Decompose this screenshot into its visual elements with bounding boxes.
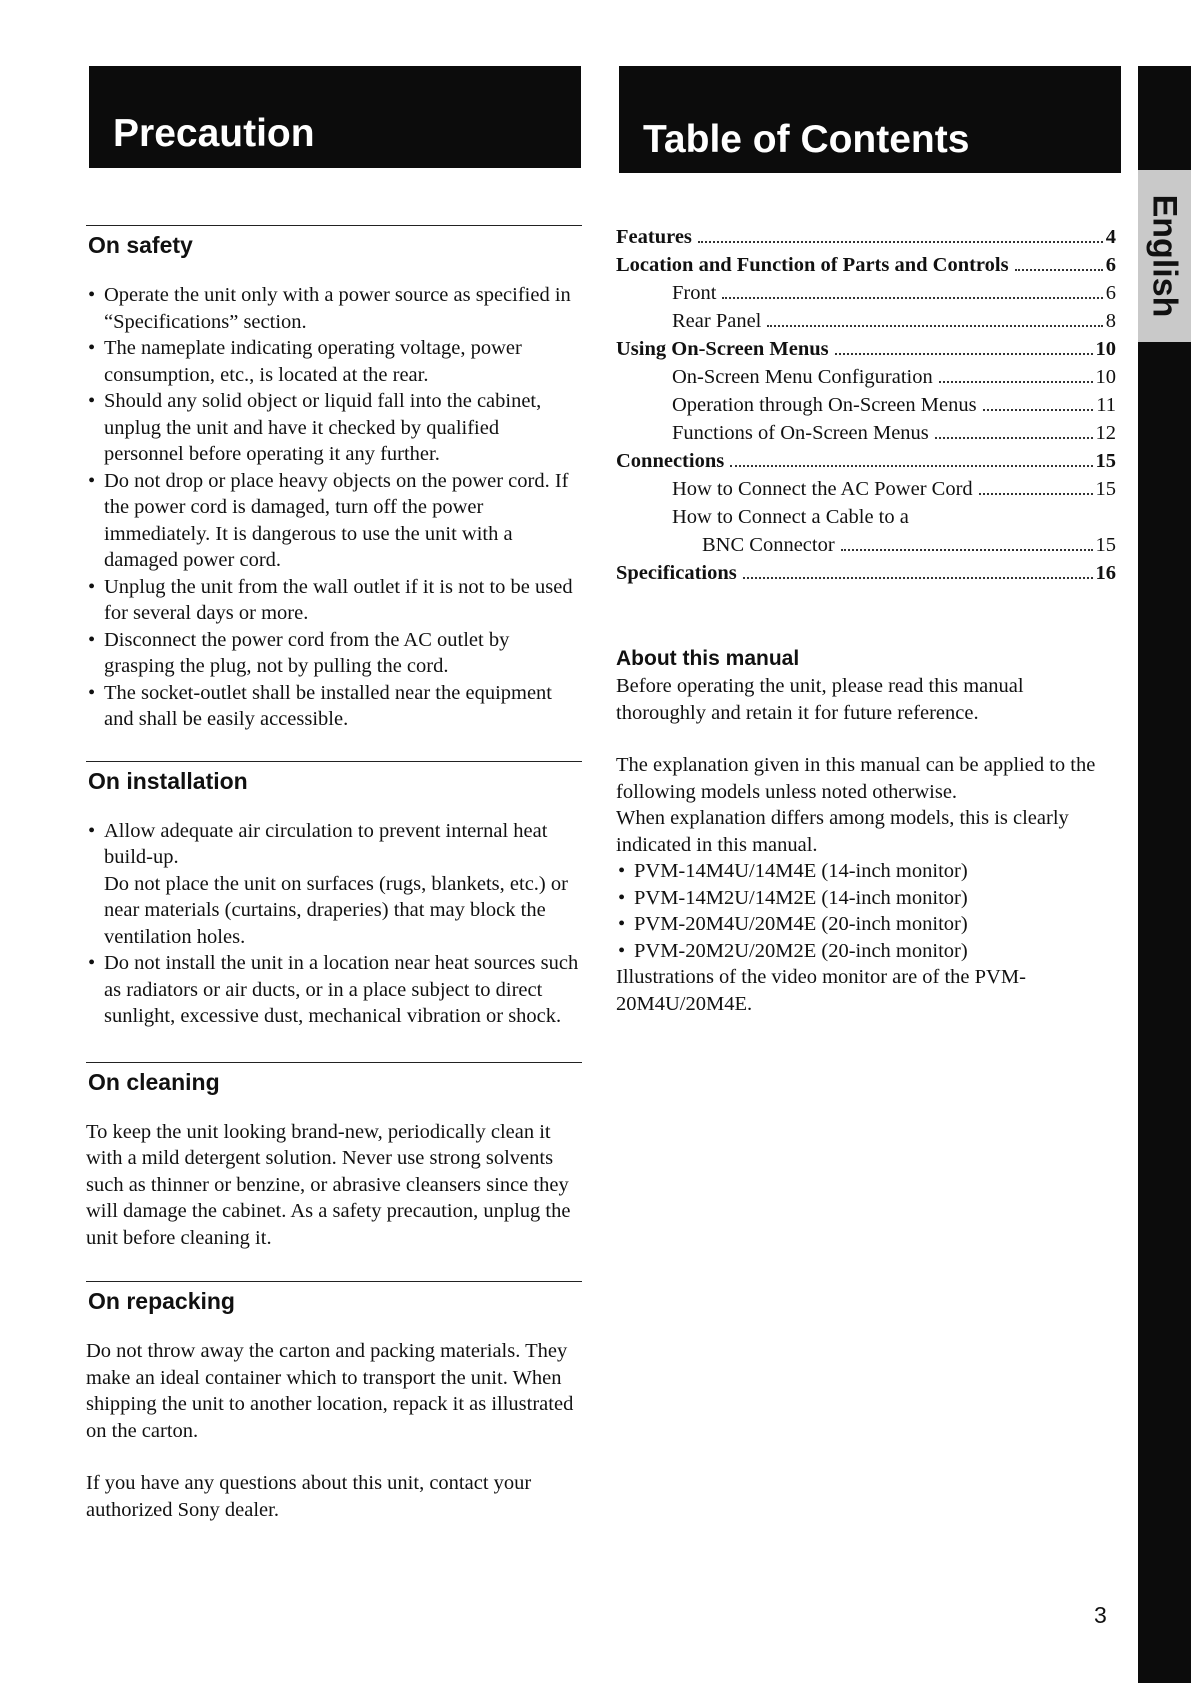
list-item: • The nameplate indicating operating voltage, power consumption, etc., is located at the rear. [86, 335, 582, 388]
about-text: Before operating the unit, please read this manual thoroughly and retain it for future reference. [616, 675, 1024, 724]
toc-entry-page: 10 [1095, 338, 1116, 360]
toc-entry-title: Functions of On-Screen Menus [672, 422, 929, 444]
list-item: • Disconnect the power cord from the AC outlet by grasping the plug, not by pulling the cord. [86, 627, 582, 680]
precaution-banner [89, 66, 581, 168]
toc-entry-page: 8 [1105, 310, 1116, 332]
list-item: • The socket-outlet shall be installed near the equipment and shall be easily accessible. [86, 680, 582, 733]
about-manual-heading: About this manual [616, 647, 800, 670]
toc-entry-title: How to Connect a Cable to a [672, 506, 909, 528]
list-item: • Unplug the unit from the wall outlet if it is not to be used for several days or more. [86, 574, 582, 627]
toc-entry-operation[interactable] [616, 391, 1116, 419]
installation-item-text: Do not place the unit on surfaces (rugs, blankets, etc.) or near materials (curtains, draperies) that may block the ventilation holes. [104, 872, 568, 948]
language-label: English [1145, 194, 1184, 318]
toc-entry-title: Rear Panel [672, 310, 762, 332]
toc-entry-title: BNC Connector [702, 534, 835, 556]
toc-entry-title: Connections [616, 450, 725, 472]
on-safety-section [86, 225, 582, 733]
toc-entry-menus[interactable] [616, 335, 1116, 363]
toc-banner [619, 66, 1121, 173]
toc-entry-page: 10 [1095, 366, 1116, 388]
toc-entry-title: How to Connect the AC Power Cord [672, 478, 973, 500]
on-cleaning-heading: On cleaning [88, 1068, 220, 1095]
toc-entry-page: 6 [1105, 254, 1116, 276]
page-number: 3 [1094, 1602, 1107, 1628]
toc-entry-functions[interactable] [616, 419, 1116, 447]
toc-entry-title: Front [672, 282, 717, 304]
about-text: Illustrations of the video monitor are of the PVM-20M4U/20M4E. [616, 966, 1026, 1015]
model-list [616, 858, 1116, 964]
toc-entry-title: Specifications [616, 562, 737, 584]
installation-list [86, 818, 582, 1030]
on-repacking-heading: On repacking [88, 1288, 235, 1314]
toc-entry-cable[interactable] [616, 503, 1116, 531]
toc-entry-page: 15 [1095, 534, 1116, 556]
cleaning-text: To keep the unit looking brand-new, periodically clean it with a mild detergent solution. Never use strong solvents such as thinner or benzine, or abrasive cleansers since they will damage the cabinet. As a safety precaution, unplug the unit before cleaning it. [86, 1120, 571, 1249]
on-safety-heading: On safety [88, 232, 193, 258]
on-installation-section [86, 761, 582, 1030]
toc-entry-page: 11 [1096, 394, 1116, 416]
on-installation-heading: On installation [88, 767, 248, 794]
toc-entry-page: 4 [1105, 226, 1116, 248]
toc-entry-page: 15 [1095, 450, 1116, 472]
toc-entry-features[interactable] [616, 223, 1116, 251]
repacking-text: Do not throw away the carton and packing materials. They make an ideal container which to transport the unit. When shipping the unit to another location, repack it as illustrated on the carton. [86, 1340, 574, 1442]
toc-entry-front[interactable] [616, 279, 1116, 307]
list-item: • PVM-14M4U/14M4E (14-inch monitor) [616, 858, 1116, 885]
list-item: • Operate the unit only with a power source as specified in “Specifications” section. [86, 282, 582, 335]
toc-entry-title: Using On-Screen Menus [616, 338, 829, 360]
toc-entry-page: 12 [1095, 422, 1116, 444]
list-item: • PVM-14M2U/14M2E (14-inch monitor) [616, 885, 1116, 912]
list-item [86, 818, 582, 951]
toc-entry-page: 6 [1105, 282, 1116, 304]
toc-entry-bnc[interactable] [616, 531, 1116, 559]
dealer-text: If you have any questions about this unit, contact your authorized Sony dealer. [86, 1472, 532, 1521]
about-text: The explanation given in this manual can be applied to the following models unless noted otherwise. [616, 754, 1096, 803]
list-item: • Should any solid object or liquid fall into the cabinet, unplug the unit and have it checked by qualified personnel before operating it any further. [86, 388, 582, 468]
toc-entry-menu-config[interactable] [616, 363, 1116, 391]
list-item: • Do not drop or place heavy objects on the power cord. If the power cord is damaged, turn off the power immediately. It is dangerous to use the unit with a damaged power cord. [86, 468, 582, 574]
precaution-title: Precaution [113, 112, 315, 155]
toc-entry-page: 15 [1095, 478, 1116, 500]
installation-item-text: • Allow adequate air circulation to prevent internal heat build-up. [104, 819, 548, 868]
toc-column [616, 223, 1116, 1017]
about-text: When explanation differs among models, this is clearly indicated in this manual. [616, 807, 1069, 856]
toc-entry-specifications[interactable] [616, 559, 1116, 587]
list-item: • PVM-20M2U/20M2E (20-inch monitor) [616, 938, 1116, 965]
precaution-column [86, 225, 582, 1523]
toc-entry-title: Location and Function of Parts and Controls [616, 254, 1009, 276]
toc-entry-title: Operation through On-Screen Menus [672, 394, 977, 416]
toc-entry-title: On-Screen Menu Configuration [672, 366, 933, 388]
about-manual-body [616, 673, 1116, 1017]
on-repacking-section [86, 1281, 582, 1523]
toc-entry-connections[interactable] [616, 447, 1116, 475]
on-cleaning-section [86, 1062, 582, 1252]
toc-entry-rear-panel[interactable] [616, 307, 1116, 335]
toc-entry-page: 16 [1095, 562, 1116, 584]
toc-title: Table of Contents [643, 118, 970, 161]
list-item: • Do not install the unit in a location near heat sources such as radiators or air ducts, or in a place subject to direct sunlight, excessive dust, mechanical vibration or shock. [86, 950, 582, 1030]
list-item: • PVM-20M4U/20M4E (20-inch monitor) [616, 911, 1116, 938]
toc-entry-location[interactable] [616, 251, 1116, 279]
toc-entry-title: Features [616, 226, 692, 248]
toc-entry-ac-cord[interactable] [616, 475, 1116, 503]
safety-list [86, 282, 582, 733]
